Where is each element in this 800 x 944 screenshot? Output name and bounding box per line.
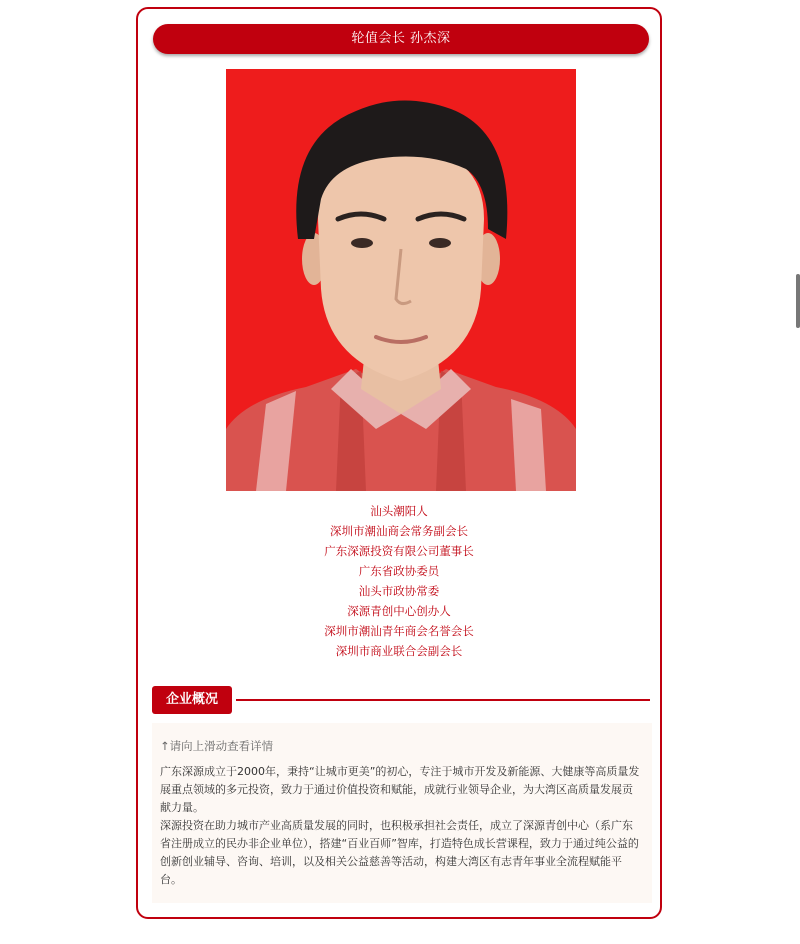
list-item: 广东省政协委员 bbox=[358, 564, 440, 578]
list-item: 深圳市商业联合会副会长 bbox=[335, 644, 463, 658]
scrollbar[interactable] bbox=[796, 274, 800, 328]
list-item: 深圳市潮汕商会常务副会长 bbox=[330, 524, 468, 538]
portrait-photo bbox=[226, 69, 576, 491]
divider bbox=[236, 699, 650, 701]
page-title: 轮值会长 孙杰深 bbox=[153, 24, 649, 54]
company-intro[interactable] bbox=[152, 723, 652, 903]
list-item: 汕头市政协常委 bbox=[358, 584, 440, 598]
section-title: 企业概况 bbox=[152, 686, 232, 714]
list-item: 深圳市潮汕青年商会名誉会长 bbox=[324, 624, 474, 638]
list-item: 汕头潮阳人 bbox=[370, 504, 428, 518]
list-item: 深源青创中心创办人 bbox=[347, 604, 451, 618]
intro-paragraph: 广东深源成立于2000年，秉持“让城市更美”的初心，专注于城市开发及新能源、大健康等高质量发展重点领域的多元投资，致力于通过价值投资和赋能，成就行业领导企业，为大湾区高质量发展贡献力量。 bbox=[160, 765, 640, 814]
section-header bbox=[152, 686, 652, 714]
scroll-hint: ↑请向上滑动查看详情 bbox=[160, 739, 274, 753]
intro-paragraph: 深源投资在助力城市产业高质量发展的同时，也积极承担社会责任，成立了深源青创中心（系广东省注册成立的民办非企业单位），搭建“百业百师”智库，打造特色成长营课程，致力于通过纯公益的创新创业辅导、咨询、培训，以及相关公益慈善等活动，构建大湾区有志青年事业全流程赋能平台。 bbox=[160, 819, 639, 886]
role-list bbox=[138, 501, 660, 661]
list-item: 广东深源投资有限公司董事长 bbox=[324, 544, 474, 558]
profile-card bbox=[136, 7, 662, 919]
